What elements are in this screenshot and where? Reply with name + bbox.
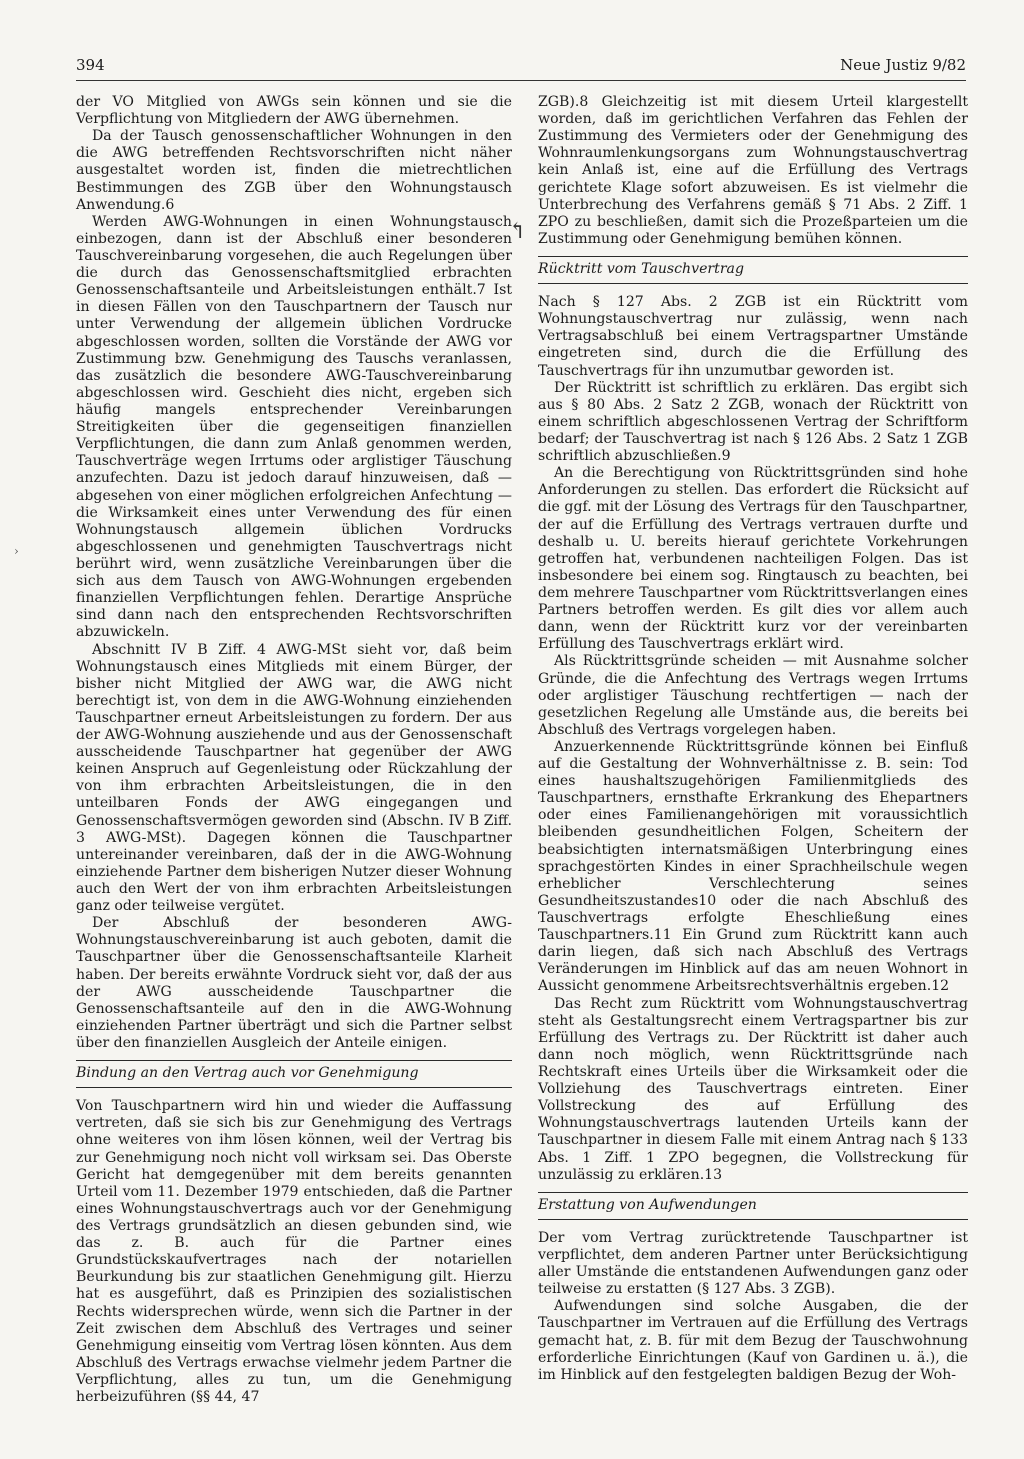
paragraph: der VO Mitglied von AWGs sein können und sie die Verpflichtung von Mitgliedern der AWG übernehmen. — [76, 94, 512, 128]
section-heading: Bindung an den Vertrag auch vor Genehmigung — [76, 1060, 512, 1088]
paragraph: Der Abschluß der besonderen AWG-Wohnungstauschvereinbarung ist auch geboten, damit die Tauschpartner über die Genossenschaftsanteile Klarheit haben. Der bereits erwähnte Vordruck sieht vor, daß der aus der AWG ausscheidende Tauschpartner die Genossenschaftsanteile auf den in die AWG-Wohnung einziehenden Partner überträgt und sich die Partner selbst über den finanziellen Ausgleich der Anteile einigen. — [76, 915, 512, 1052]
left-column — [76, 94, 512, 1406]
paragraph: An die Berechtigung von Rücktrittsgründen sind hohe Anforderungen zu stellen. Das erfordert die Rücksicht auf die ggf. mit der Lösung des Vertrags für den Tauschpartner, der auf die Erfüllung des Vertrags vertrauen durfte und deshalb u. U. bereits hierauf gerichtete Vorkehrungen getroffen hat, verbundenen nachteiligen Folgen. Das ist insbesondere bei einem sog. Ringtausch zu beachten, bei dem mehrere Tauschpartner vom Rücktrittsverlangen eines Partners betroffen werden. Es gilt dies vor allem auch dann, wenn der Rücktritt kurz vor der vereinbarten Erfüllung des Tauschvertrags erklärt wird. — [538, 465, 968, 653]
paragraph: Von Tauschpartnern wird hin und wieder die Auffassung vertreten, daß sie sich bis zur Genehmigung des Vertrags ohne weiteres von ihm lösen können, weil der Vertrag bis zur Genehmigung noch nicht voll wirksam sei. Das Oberste Gericht hat demgegenüber mit dem bereits genannten Urteil vom 11. Dezember 1979 entschieden, daß die Partner eines Wohnungstauschvertrags auch vor der Genehmigung des Vertrags grundsätzlich an diesen gebunden sind, wie das z. B. auch für die Partner eines Grundstückskaufvertrages nach der notariellen Beurkundung bis zur staatlichen Genehmigung gilt. Hierzu hat es ausgeführt, daß es Prinzipien des sozialistischen Rechts widersprechen würde, wenn sich die Partner in der Zeit zwischen dem Abschluß des Vertrages und seiner Genehmigung einseitig vom Vertrag lösen könnten. Aus dem Abschluß des Vertrags erwachse vielmehr jedem Partner die Verpflichtung, alles zu tun, um die Genehmigung herbeizuführen (§§ 44, 47 — [76, 1098, 512, 1406]
page-header — [76, 56, 966, 81]
paragraph: Anzuerkennende Rücktrittsgründe können bei Einfluß auf die Gestaltung der Wohnverhältnisse z. B. sein: Tod eines haushaltszugehörigen Familienmitglieds des Tauschpartners, ernsthafte Erkrankung des Ehepartners oder eines Familienangehörigen mit voraussichtlich bleibenden gesundheitlichen Folgen, Scheitern der beabsichtigten internatsmäßigen Unterbringung eines sprachgestörten Kindes in einer Sprachheilschule wegen erheblicher Verschlechterung seines Gesundheitszustandes10 oder die nach Abschluß des Tauschvertrags erfolgte Eheschließung eines Tauschpartners.11 Ein Grund zum Rücktritt kann auch darin liegen, daß sich nach Abschluß des Vertrags Veränderungen im Hinblick auf das am neuen Wohnort in Aussicht genommene Arbeitsrechtsverhältnis ergeben.12 — [538, 738, 968, 995]
right-column — [538, 94, 968, 1384]
paragraph: ZGB).8 Gleichzeitig ist mit diesem Urteil klargestellt worden, daß im gerichtlichen Verfahren das Fehlen der Zustimmung des Vermieters oder der Genehmigung des Wohnraumlenkungsorgans zum Wohnungstauschvertrag kein Anlaß ist, eine auf die Erfüllung des Vertrags gerichtete Klage sofort abzuweisen. Es ist vielmehr die Unterbrechung des Verfahrens gemäß § 71 Abs. 2 Ziff. 1 ZPO zu beschließen, damit sich die Prozeßparteien um die Zustimmung oder Genehmigung bemühen können. — [538, 94, 968, 247]
paragraph: Der Rücktritt ist schriftlich zu erklären. Das ergibt sich aus § 80 Abs. 2 Satz 2 ZGB, wonach der Rücktritt von einem schriftlich abgeschlossenen Vertrag der Schriftform bedarf; der Tauschvertrag ist nach § 126 Abs. 2 Satz 1 ZGB schriftlich abzuschließen.9 — [538, 379, 968, 465]
paragraph: Das Recht zum Rücktritt vom Wohnungstauschvertrag steht als Gestaltungsrecht einem Vertragspartner bis zur Erfüllung des Vertrags zu. Der Rücktritt ist daher auch dann noch möglich, wenn Rücktrittsgründe nach Rechtskraft eines Urteils über die Wirksamkeit oder die Vollziehung des Tauschvertrags eintreten. Einer Vollstreckung des auf Erfüllung des Wohnungstauschvertrags lautenden Urteils kann der Tauschpartner in diesem Falle mit einem Antrag nach § 133 Abs. 1 Ziff. 1 ZPO begegnen, die Vollstreckung für unzulässig zu erklären.13 — [538, 995, 968, 1183]
section-heading: Rücktritt vom Tauschvertrag — [538, 256, 968, 284]
paragraph: Der vom Vertrag zurücktretende Tauschpartner ist verpflichtet, dem anderen Partner unter Berücksichtigung aller Umstände die entstandenen Aufwendungen ganz oder teilweise zu erstatten (§ 127 Abs. 3 ZGB). — [538, 1229, 968, 1298]
margin-annotation-mark: ↰ — [508, 219, 527, 244]
paragraph: Als Rücktrittsgründe scheiden — mit Ausnahme solcher Gründe, die die Anfechtung des Vertrags wegen Irrtums oder arglistiger Täuschung rechtfertigen — nach der gesetzlichen Regelung alle Umstände aus, die bereits bei Abschluß des Vertrags vorgelegen haben. — [538, 653, 968, 738]
page-number: 394 — [76, 56, 105, 74]
journal-issue: Neue Justiz 9/82 — [840, 56, 966, 74]
paragraph: Abschnitt IV B Ziff. 4 AWG-MSt sieht vor, daß beim Wohnungstausch eines Mitglieds mit einem Bürger, der bisher nicht Mitglied der AWG war, die AWG nicht berechtigt ist, von dem in die AWG-Wohnung einziehenden Tauschpartner erneut Arbeitsleistungen zu fordern. Der aus der AWG-Wohnung ausziehende und aus der Genossenschaft ausscheidende Tauschpartner hat gegenüber der AWG keinen Anspruch auf Gegenleistung oder Rückzahlung der von ihm erbrachten Arbeitsleistungen, die in den unteilbaren Fonds der AWG eingegangen und Genossenschaftsvermögen geworden sind (Abschn. IV B Ziff. 3 AWG-MSt). Dagegen können die Tauschpartner untereinander vereinbaren, daß der in die AWG-Wohnung einziehende Partner dem bisherigen Nutzer dieser Wohnung auch den Wert der von ihm erbrachten Arbeitsleistungen ganz oder teilweise vergütet. — [76, 641, 512, 915]
paragraph: Werden AWG-Wohnungen in einen Wohnungstausch einbezogen, dann ist der Abschluß einer besonderen Tauschvereinbarung vorgesehen, die auch Regelungen über die durch das Genossenschaftsmitglied erbrachten Genossenschaftsanteile und Arbeitsleistungen enthält.7 Ist in diesen Fällen von den Tauschpartnern der Tausch nur unter Verwendung der allgemein üblichen Vordrucke abgeschlossen worden, sollten die Vorstände der AWG vor Zustimmung bzw. Genehmigung des Tauschs veranlassen, das zusätzlich die besondere AWG-Tauschvereinbarung abgeschlossen wird. Geschieht dies nicht, ergeben sich häufig mangels entsprechender Vereinbarungen Streitigkeiten über die gegenseitigen finanziellen Verpflichtungen, die dann zum Anlaß genommen werden, Tauschverträge wegen Irrtums oder arglistiger Täuschung anzufechten. Dazu ist jedoch darauf hinzuweisen, daß — abgesehen von einer möglichen erfolgreichen Anfechtung — die Wirksamkeit eines unter Verwendung des für einen Wohnungstausch allgemein üblichen Vordrucks abgeschlossenen und genehmigten Tauschvertrags nicht berührt wird, wenn zusätzliche Vereinbarungen über die sich aus dem Tausch von AWG-Wohnungen ergebenden finanziellen Verpflichtungen fehlen. Derartige Ansprüche sind dann nach den entsprechenden Rechtsvorschriften abzuwickeln. — [76, 213, 512, 641]
paragraph: Nach § 127 Abs. 2 ZGB ist ein Rücktritt vom Wohnungstauschvertrag nur zulässig, wenn nach Vertragsabschluß bei einem Vertragspartner Umstände eingetreten sind, durch die die Erfüllung des Tauschvertrags für ihn unzumutbar geworden ist. — [538, 294, 968, 379]
margin-tick-mark: › — [14, 544, 19, 558]
paragraph: Aufwendungen sind solche Ausgaben, die der Tauschpartner im Vertrauen auf die Erfüllung des Vertrags gemacht hat, z. B. für mit dem Bezug der Tauschwohnung erforderliche Einrichtungen (Kauf von Gardinen u. ä.), die im Hinblick auf den festgelegten baldigen Bezug der Woh- — [538, 1298, 968, 1383]
paragraph: Da der Tausch genossenschaftlicher Wohnungen in den die AWG betreffenden Rechtsvorschriften nicht näher ausgestaltet worden ist, finden die mietrechtlichen Bestimmungen des ZGB über den Wohnungstausch Anwendung.6 — [76, 128, 512, 213]
section-heading: Erstattung von Aufwendungen — [538, 1192, 968, 1220]
